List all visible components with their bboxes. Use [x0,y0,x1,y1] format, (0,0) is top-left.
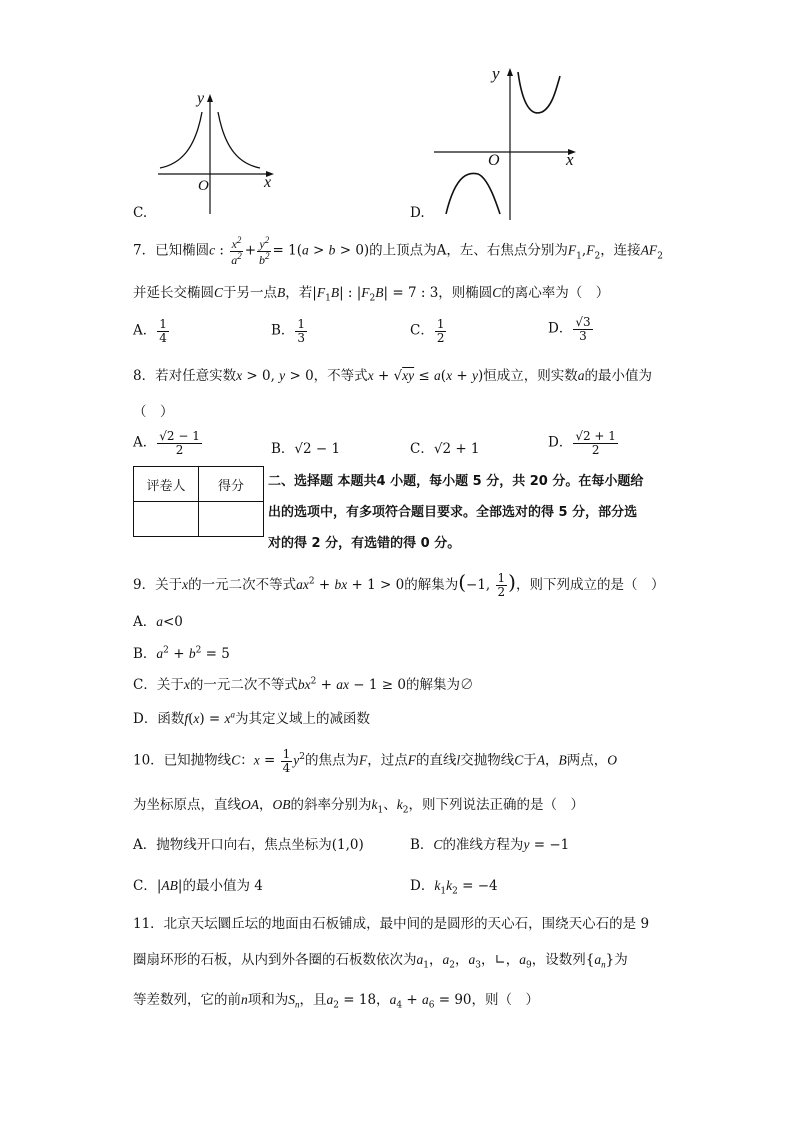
section2-line3: 对的得 2 分，有选错的得 0 分。 [268,536,461,551]
q7-option-c[interactable]: C． $\frac{1}{2}$ [410,317,445,345]
q8-line1: 8．若对任意实数x > 0, y > 0，不等式x + √xy ≤ a(x + y)恒成立，则实数a的最小值为 [133,368,653,384]
q9-option-b[interactable]: B．$a^2 + b^2 = 5$ [133,645,230,662]
graph-d-y-arrow [507,68,513,76]
graph-c-y-arrow [207,94,213,102]
section2-line1: 二、选择题 本题共4 小题，每小题 5 分，共 20 分。在每小题给 [268,474,644,489]
graph-c-x-label: x [264,174,272,191]
q10-line2: 为坐标原点，直线OA，OB的斜率分别为$k_1$、$k_2$，则下列说法正确的是（ ） [133,797,584,816]
q10-option-b[interactable]: B．C的准线方程为y = −1 [410,837,570,853]
section2-line2: 出的选项中，有多项符合题目要求。全部选对的得 5 分，部分选 [268,505,638,520]
q8-option-d[interactable]: D． $\frac{√2 + 1}{2}$ [548,429,616,457]
q10-line1: 10．已知抛物线C：x = $\frac{1}{4}$ $y^2$的焦点为F，过点F的直线l交抛物线C于A，B两点，O [133,747,618,775]
q7-line1: 7．已知椭圆c : $\frac{x^2}{a^2}$ + $\frac{y^2}{b^2}$ = 1(a > b > 0)的上顶点为A，左、右焦点分别为$F_1,F_2$，连接$AF_2$ [133,235,663,267]
graph-d [430,62,590,222]
graph-d-curve-left [446,173,500,214]
grader-header-score: 得分 [199,467,264,502]
q8-option-b[interactable]: B．√2 − 1 [271,441,341,457]
q11-line3: 等差数列，它的前n项和为$S_n$，且$a_2 = 18$，$a_4 + a_6 = 90$，则（ ） [133,992,540,1011]
graph-d-y-label: y [492,64,500,83]
graph-d-curve-right [518,72,560,113]
graph-c-curve-left [160,112,202,168]
graph-c-curve-right [218,112,260,168]
q8-option-c[interactable]: C．√2 + 1 [410,441,480,457]
q7-option-b[interactable]: B． $\frac{1}{3}$ [271,317,306,345]
q7-option-a[interactable]: A． $\frac{1}{4}$ [133,317,167,345]
grader-cell-reviewer[interactable] [134,502,199,537]
q10-option-c[interactable]: C．|AB|的最小值为 4 [133,878,263,894]
q10-option-d[interactable]: D．$k_1k_2 = -4$ [410,878,498,897]
grader-table [133,466,264,537]
q9-option-d[interactable]: D．函数$f(x) = x^a$为其定义域上的减函数 [133,709,371,727]
q7-option-d[interactable]: D． $\frac{√3}{3}$ [548,315,591,343]
grader-header-reviewer: 评卷人 [134,467,199,502]
q9-option-a[interactable]: A．a<0 [133,614,183,630]
graph-d-x-label: x [566,150,574,169]
q8-option-a[interactable]: A． $\frac{√2 - 1}{2}$ [133,429,200,457]
graph-d-origin: O [488,152,500,169]
q9-stem: 9．关于x的一元二次不等式$ax^2$ + bx + 1 > 0的解集为(−1, $\frac{1}{2}$ )，则下列成立的是（ ） [133,570,665,599]
q8-paren: （ ） [133,404,174,420]
q10-option-a[interactable]: A．抛物线开口向右，焦点坐标为(1,0) [133,837,364,853]
grader-cell-score[interactable] [199,502,264,537]
graph-c-origin: O [198,178,209,194]
section2-heading [268,466,668,559]
option-c-label: C. [133,205,148,221]
graph-c [150,88,280,218]
graph-c-y-label: y [197,90,205,107]
q9-option-c[interactable]: C．关于x的一元二次不等式$bx^2$ + ax − 1 ≥ 0的解集为∅ [133,676,474,693]
option-d-label: D. [410,205,425,221]
q11-line2: 圈扇环形的石板，从内到外各圈的石板数依次为$a_1$，$a_2$，$a_3$，∟，$a_9$，设数列$\{a_n\}$为 [133,952,628,971]
q11-line1: 11．北京天坛圜丘坛的地面由石板铺成，最中间的是圆形的天心石，围绕天心石的是 9 [133,916,650,932]
q7-line2: 并延长交椭圆C于另一点B，若$|F_1B|$ : $|F_2B| = 7$ : 3，则椭圆C的离心率为（ ） [133,285,610,304]
